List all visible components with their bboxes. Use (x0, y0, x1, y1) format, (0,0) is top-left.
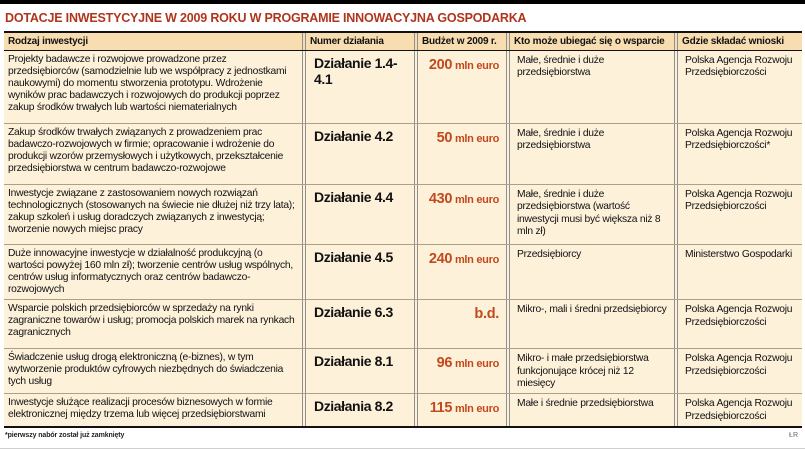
table-row (4, 244, 802, 299)
budget-unit: mln euro (452, 60, 499, 72)
table-body (4, 51, 802, 426)
application-office: Polska Agencja Rozwoju Przedsiębiorczości (674, 51, 802, 123)
budget-value: 430 (428, 191, 453, 207)
eligible-applicants: Przedsiębiorcy (506, 245, 674, 299)
table-row (4, 51, 802, 123)
investment-description: Zakup środków trwałych związanych z prowadzeniem prac badawczo-rozwojowych w firmie; opracowanie i wdrożenie do produkcji wzorów przemysłowych i użytkowych, przekształcenie przedsiębiorstwa w centrum badawczo-rozwojowe (8, 127, 284, 175)
budget-value: b.d. (474, 306, 499, 323)
application-office: Polska Agencja Rozwoju Przedsiębiorczości (674, 185, 802, 244)
table-row (4, 123, 802, 184)
application-office: Ministerstwo Gospodarki (674, 245, 802, 299)
budget-amount (414, 245, 506, 299)
application-office: Polska Agencja Rozwoju Przedsiębiorczości* (674, 124, 802, 184)
budget-value: 115 (429, 400, 453, 417)
budget-value: 96 (436, 355, 453, 372)
header-who-can-apply: Kto może ubiegać się o wsparcie (506, 33, 674, 50)
table-row (4, 393, 802, 426)
budget-unit: mln euro (452, 254, 499, 266)
eligible-applicants: Małe, średnie i duże przedsiębiorstwa (506, 51, 674, 123)
budget-unit: mln euro (452, 194, 499, 206)
eligible-applicants: Małe, średnie i duże przedsiębiorstwa (506, 124, 674, 184)
header-where-to-apply: Gdzie składać wnioski (674, 33, 802, 50)
table-row (4, 348, 802, 393)
budget-amount (414, 300, 506, 348)
investment-description: Projekty badawcze i rozwojowe prowadzone przez przedsiębiorców (samodzielnie lub we współpracy z jednostkami naukowymi) do momentu stworzenia prototypu. Wdrożenie wyników prac badawczych i rozwojowych do produkcji poprzez zakup środków trwałych lub wartości niematerialnych (8, 54, 287, 114)
action-number: Działanie 1.4-4.1 (302, 51, 414, 123)
author-initials: ŁR (789, 431, 798, 439)
budget-amount (414, 124, 506, 184)
investment-description: Inwestycje służące realizacji procesów biznesowych w formie elektronicznej między trzema lub więcej przedsiębiorstwami (8, 397, 273, 421)
application-office: Polska Agencja Rozwoju Przedsiębiorczości (674, 349, 802, 393)
table-header-row (4, 31, 802, 51)
page-title: DOTACJE INWESTYCYJNE W 2009 ROKU W PROGRAMIE INNOWACYJNA GOSPODARKA (5, 11, 527, 25)
action-number: Działanie 4.2 (302, 124, 414, 184)
header-investment-type: Rodzaj inwestycji (8, 36, 88, 47)
table-row (4, 184, 802, 244)
grants-table (4, 31, 802, 428)
header-action-number: Numer działania (302, 33, 414, 50)
application-office: Polska Agencja Rozwoju Przedsiębiorczości (674, 394, 802, 426)
budget-amount (414, 349, 506, 393)
eligible-applicants: Mikro- i małe przedsiębiorstwa funkcjonujące krócej niż 12 miesięcy (506, 349, 674, 393)
budget-unit: mln euro (452, 403, 499, 416)
investment-description: Duże innowacyjne inwestycje w działalność produkcyjną (o wartości powyżej 160 mln zł); tworzenie centrów usług wspólnych, centrów usług informatycznych oraz centrów badawczo-rozwojowych (8, 248, 294, 296)
budget-value: 50 (436, 130, 453, 146)
budget-amount (414, 185, 506, 244)
budget-unit: mln euro (452, 358, 499, 371)
action-number: Działanie 4.5 (302, 245, 414, 299)
header-budget-2009: Budżet w 2009 r. (414, 33, 506, 50)
eligible-applicants: Małe, średnie i duże przedsiębiorstwa (wartość inwestycji musi być większa niż 8 mln zł) (506, 185, 674, 244)
budget-amount (414, 394, 506, 426)
table-row (4, 299, 802, 348)
eligible-applicants: Mikro-, mali i średni przedsiębiorcy (506, 300, 674, 348)
action-number: Działanie 6.3 (302, 300, 414, 348)
budget-value: 240 (428, 251, 453, 267)
action-number: Działanie 8.1 (302, 349, 414, 393)
application-office: Polska Agencja Rozwoju Przedsiębiorczości (674, 300, 802, 348)
action-number: Działania 8.2 (302, 394, 414, 426)
budget-amount (414, 51, 506, 123)
investment-description: Inwestycje związane z zastosowaniem nowych rozwiązań technologicznych (stosowanych na świecie nie dłużej niż trzy lata); zakup szkoleń i usług doradczych związanych z inwestycją; tworzenie nowych miejsc pracy (8, 188, 295, 236)
footnote-text: *pierwszy nabór został już zamknięty (5, 431, 125, 439)
investment-description: Świadczenie usług drogą elektroniczną (e-biznes), w tym wytworzenie produktów cyfrowych niezbędnych do świadczenia tych usług (8, 352, 284, 388)
budget-unit: mln euro (452, 133, 499, 145)
investment-description: Wsparcie polskich przedsiębiorców w sprzedaży na rynki zagraniczne towarów i usług; promocja polskich marek na rynkach zagranicznych (8, 303, 295, 339)
eligible-applicants: Małe i średnie przedsiębiorstwa (506, 394, 674, 426)
budget-value: 200 (428, 57, 453, 73)
action-number: Działanie 4.4 (302, 185, 414, 244)
